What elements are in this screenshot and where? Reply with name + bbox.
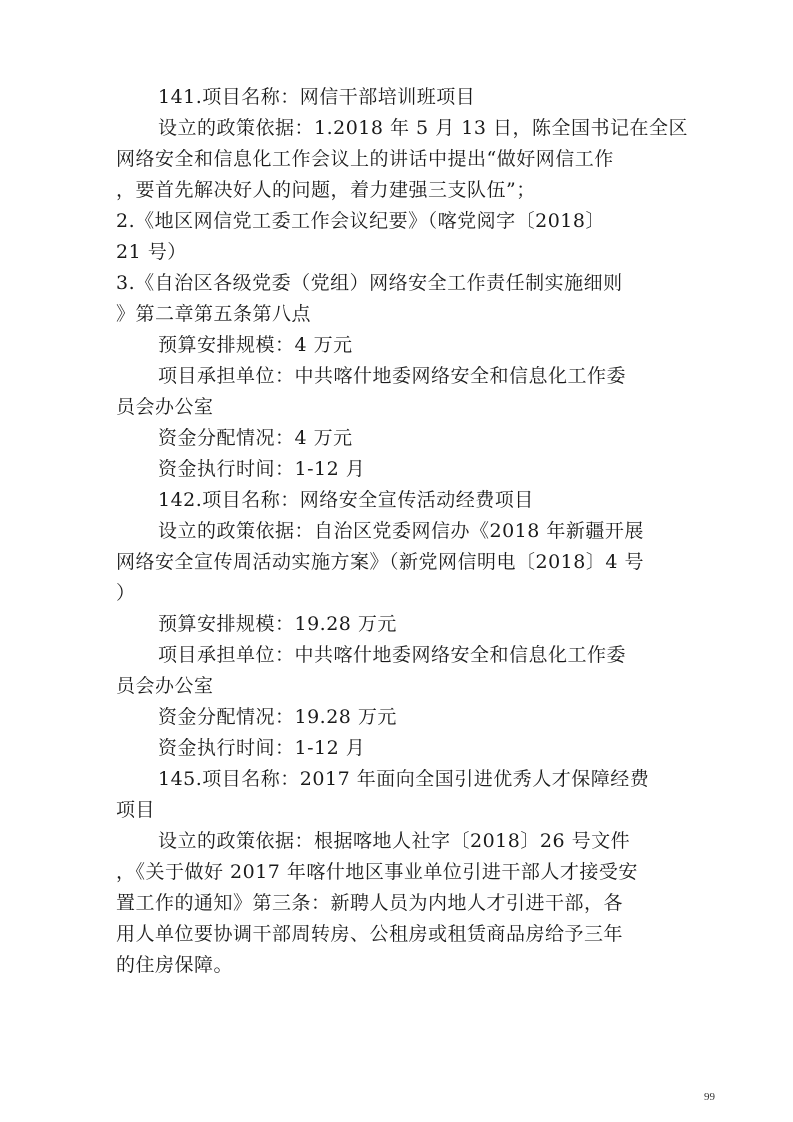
item-141-budget: 预算安排规模：4 万元 — [158, 334, 353, 356]
item-141-policy-basis-cont: ，要首先解决好人的问题，着力建强三支队伍”； — [116, 179, 536, 201]
item-142-policy-basis: 设立的政策依据：自治区党委网信办《2018 年新疆开展 — [158, 520, 644, 542]
item-145-policy-basis-cont: ，《关于做好 2017 年喀什地区事业单位引进干部人才接受安 — [116, 861, 638, 883]
item-145-policy-basis: 设立的政策依据：根据喀地人社字〔2018〕26 号文件 — [158, 830, 631, 852]
item-141-policy-ref-3-cont: 》第二章第五条第八点 — [116, 303, 312, 325]
item-142-unit: 项目承担单位：中共喀什地委网络安全和信息化工作委 — [158, 644, 627, 666]
page-number: 99 — [704, 1091, 715, 1103]
item-142-unit-cont: 员会办公室 — [116, 675, 214, 697]
item-141-policy-ref-2-cont: 21 号） — [116, 241, 187, 263]
item-145-policy-basis-cont: 的住房保障。 — [116, 954, 234, 976]
item-142-policy-basis-cont: 网络安全宣传周活动实施方案》（新党网信明电〔2018〕4 号 — [116, 551, 644, 573]
item-142-allocation: 资金分配情况：19.28 万元 — [158, 706, 397, 728]
item-145-title: 145.项目名称：2017 年面向全国引进优秀人才保障经费 — [158, 768, 650, 790]
item-145-policy-basis-cont: 置工作的通知》第三条：新聘人员为内地人才引进干部，各 — [116, 892, 624, 914]
item-142-budget: 预算安排规模：19.28 万元 — [158, 613, 397, 635]
item-141-policy-ref-3: 3.《自治区各级党委（党组）网络安全工作责任制实施细则 — [116, 272, 623, 294]
item-142-execution-time: 资金执行时间：1-12 月 — [158, 737, 366, 759]
item-145-policy-basis-cont: 用人单位要协调干部周转房、公租房或租赁商品房给予三年 — [116, 923, 624, 945]
item-142-title: 142.项目名称：网络安全宣传活动经费项目 — [158, 489, 534, 511]
item-142-policy-basis-cont: ） — [116, 582, 136, 604]
item-141-policy-basis-cont: 网络安全和信息化工作会议上的讲话中提出“做好网信工作 — [116, 148, 614, 170]
item-141-allocation: 资金分配情况：4 万元 — [158, 427, 353, 449]
document-body — [116, 82, 716, 981]
item-145-title-cont: 项目 — [116, 799, 156, 821]
item-141-unit: 项目承担单位：中共喀什地委网络安全和信息化工作委 — [158, 365, 627, 387]
item-141-policy-basis: 设立的政策依据：1.2018 年 5 月 13 日，陈全国书记在全区 — [158, 117, 688, 139]
item-141-policy-ref-2: 2.《地区网信党工委工作会议纪要》（喀党阅字〔2018〕 — [116, 210, 605, 232]
item-141-title: 141.项目名称：网信干部培训班项目 — [158, 86, 476, 108]
item-141-unit-cont: 员会办公室 — [116, 396, 214, 418]
item-141-execution-time: 资金执行时间：1-12 月 — [158, 458, 366, 480]
